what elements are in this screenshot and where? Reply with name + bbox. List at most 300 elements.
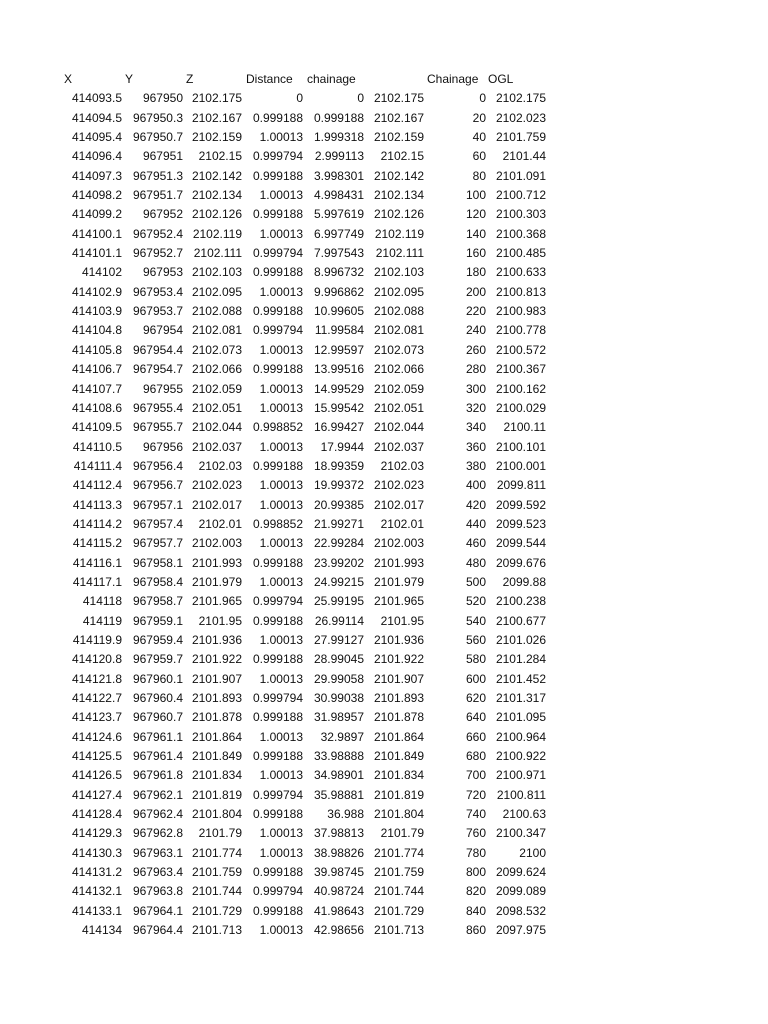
cell-chainage-2[interactable]: 160 bbox=[465, 246, 486, 261]
cell-ogl[interactable]: 2100.162 bbox=[495, 381, 546, 396]
cell-chainage-2[interactable]: 100 bbox=[465, 188, 486, 203]
cell-level[interactable]: 2102.003 bbox=[373, 536, 424, 551]
cell-z[interactable]: 2102.134 bbox=[191, 188, 242, 203]
cell-chainage[interactable]: 22.99284 bbox=[313, 536, 364, 551]
cell-level[interactable]: 2101.759 bbox=[373, 865, 424, 880]
cell-ogl[interactable]: 2101.026 bbox=[495, 632, 546, 647]
cell-x[interactable]: 414102 bbox=[81, 265, 122, 280]
cell-x[interactable]: 414101.1 bbox=[71, 246, 122, 261]
cell-y[interactable]: 967962.1 bbox=[132, 787, 183, 802]
cell-ogl[interactable]: 2100.778 bbox=[495, 323, 546, 338]
cell-chainage[interactable]: 33.98888 bbox=[313, 749, 364, 764]
cell-y[interactable]: 967953 bbox=[142, 265, 183, 280]
cell-distance[interactable]: 0.999794 bbox=[252, 691, 303, 705]
cell-y[interactable]: 967952.7 bbox=[132, 246, 183, 261]
cell-chainage-2[interactable]: 220 bbox=[465, 304, 486, 319]
cell-chainage-2[interactable]: 680 bbox=[465, 749, 486, 764]
cell-x[interactable]: 414094.5 bbox=[71, 110, 122, 125]
cell-level[interactable]: 2102.03 bbox=[380, 458, 424, 473]
cell-chainage[interactable]: 38.98826 bbox=[313, 845, 364, 860]
cell-chainage-2[interactable]: 180 bbox=[465, 265, 486, 280]
cell-ogl[interactable]: 2100.001 bbox=[495, 458, 546, 473]
cell-x[interactable]: 414133.1 bbox=[71, 903, 122, 918]
cell-chainage[interactable]: 20.99385 bbox=[313, 497, 364, 512]
cell-x[interactable]: 414093.5 bbox=[71, 91, 122, 106]
cell-y[interactable]: 967962.4 bbox=[132, 807, 183, 822]
cell-y[interactable]: 967951.7 bbox=[132, 188, 183, 203]
cell-z[interactable]: 2102.088 bbox=[191, 304, 242, 319]
cell-ogl[interactable]: 2098.532 bbox=[495, 903, 546, 918]
cell-chainage-2[interactable]: 420 bbox=[465, 497, 486, 512]
cell-ogl[interactable]: 2100.813 bbox=[495, 284, 546, 299]
cell-level[interactable]: 2102.159 bbox=[373, 130, 424, 145]
cell-level[interactable]: 2102.175 bbox=[373, 91, 424, 106]
cell-chainage[interactable]: 3.998301 bbox=[313, 168, 364, 183]
cell-x[interactable]: 414118 bbox=[82, 594, 122, 609]
cell-level[interactable]: 2102.088 bbox=[373, 304, 424, 319]
cell-ogl[interactable]: 2099.88 bbox=[502, 574, 546, 589]
cell-level[interactable]: 2101.965 bbox=[373, 594, 424, 609]
cell-chainage[interactable]: 39.98745 bbox=[313, 865, 364, 880]
cell-distance[interactable]: 1.00013 bbox=[259, 342, 303, 357]
cell-level[interactable]: 2101.95 bbox=[380, 613, 424, 628]
cell-chainage[interactable]: 14.99529 bbox=[313, 381, 364, 396]
cell-y[interactable]: 967954 bbox=[142, 323, 183, 338]
cell-chainage[interactable]: 27.99127 bbox=[313, 632, 364, 647]
cell-ogl[interactable]: 2099.523 bbox=[495, 516, 546, 531]
cell-chainage-2[interactable]: 60 bbox=[472, 149, 486, 164]
cell-y[interactable]: 967955.4 bbox=[132, 400, 183, 415]
cell-y[interactable]: 967950.3 bbox=[132, 110, 183, 125]
cell-chainage-2[interactable]: 560 bbox=[465, 632, 486, 647]
cell-chainage[interactable]: 17.9944 bbox=[320, 439, 364, 454]
cell-x[interactable]: 414130.3 bbox=[71, 845, 122, 860]
cell-chainage[interactable]: 15.99542 bbox=[313, 400, 364, 415]
cell-level[interactable]: 2101.979 bbox=[373, 574, 424, 589]
cell-y[interactable]: 967953.7 bbox=[132, 304, 183, 319]
cell-z[interactable]: 2102.081 bbox=[191, 323, 242, 338]
cell-y[interactable]: 967953.4 bbox=[132, 284, 183, 299]
cell-level[interactable]: 2101.893 bbox=[373, 691, 424, 705]
cell-chainage[interactable]: 30.99038 bbox=[313, 691, 364, 705]
cell-level[interactable]: 2102.017 bbox=[373, 497, 424, 512]
cell-x[interactable]: 414099.2 bbox=[71, 207, 122, 222]
cell-ogl[interactable]: 2100.971 bbox=[495, 768, 546, 783]
cell-z[interactable]: 2102.044 bbox=[191, 420, 242, 435]
cell-distance[interactable]: 1.00013 bbox=[259, 381, 303, 396]
cell-chainage-2[interactable]: 320 bbox=[465, 400, 486, 415]
cell-ogl[interactable]: 2100.572 bbox=[495, 342, 546, 357]
cell-distance[interactable]: 0.999794 bbox=[252, 594, 303, 609]
cell-chainage[interactable]: 4.998431 bbox=[313, 188, 364, 203]
cell-chainage[interactable]: 9.996862 bbox=[313, 284, 364, 299]
cell-distance[interactable]: 0.999188 bbox=[252, 613, 303, 628]
cell-x[interactable]: 414106.7 bbox=[71, 362, 122, 377]
cell-distance[interactable]: 1.00013 bbox=[259, 826, 303, 841]
cell-chainage-2[interactable]: 360 bbox=[465, 439, 486, 454]
cell-x[interactable]: 414124.6 bbox=[71, 729, 122, 744]
cell-x[interactable]: 414129.3 bbox=[71, 826, 122, 841]
cell-x[interactable]: 414109.5 bbox=[71, 420, 122, 435]
cell-z[interactable]: 2102.175 bbox=[191, 91, 242, 106]
cell-ogl[interactable]: 2100.964 bbox=[495, 729, 546, 744]
cell-ogl[interactable]: 2102.175 bbox=[495, 91, 546, 106]
cell-chainage-2[interactable]: 540 bbox=[465, 613, 486, 628]
cell-z[interactable]: 2101.936 bbox=[191, 632, 242, 647]
cell-chainage-2[interactable]: 140 bbox=[465, 226, 486, 241]
cell-chainage[interactable]: 0 bbox=[357, 91, 364, 106]
cell-distance[interactable]: 0.999188 bbox=[252, 304, 303, 319]
cell-z[interactable]: 2101.729 bbox=[191, 903, 242, 918]
cell-chainage-2[interactable]: 20 bbox=[472, 110, 486, 125]
cell-x[interactable]: 414095.4 bbox=[71, 130, 122, 145]
cell-z[interactable]: 2101.95 bbox=[198, 613, 242, 628]
cell-y[interactable]: 967956.4 bbox=[132, 458, 183, 473]
cell-x[interactable]: 414132.1 bbox=[71, 884, 122, 899]
cell-chainage-2[interactable]: 260 bbox=[465, 342, 486, 357]
cell-ogl[interactable]: 2100.485 bbox=[495, 246, 546, 261]
cell-chainage[interactable]: 32.9897 bbox=[320, 729, 364, 744]
cell-y[interactable]: 967959.4 bbox=[132, 632, 183, 647]
cell-z[interactable]: 2101.878 bbox=[191, 710, 242, 725]
cell-chainage-2[interactable]: 740 bbox=[465, 807, 486, 822]
cell-z[interactable]: 2102.159 bbox=[191, 130, 242, 145]
cell-chainage[interactable]: 5.997619 bbox=[313, 207, 364, 222]
cell-distance[interactable]: 0.999188 bbox=[252, 207, 303, 222]
cell-distance[interactable]: 1.00013 bbox=[259, 923, 303, 938]
cell-x[interactable]: 414116.1 bbox=[72, 555, 122, 570]
cell-chainage-2[interactable]: 580 bbox=[465, 652, 486, 667]
cell-z[interactable]: 2102.059 bbox=[191, 381, 242, 396]
cell-chainage-2[interactable]: 520 bbox=[465, 594, 486, 609]
cell-y[interactable]: 967960.4 bbox=[132, 691, 183, 705]
cell-distance[interactable]: 1.00013 bbox=[259, 497, 303, 512]
cell-distance[interactable]: 1.00013 bbox=[259, 632, 303, 647]
cell-chainage-2[interactable]: 300 bbox=[465, 381, 486, 396]
cell-chainage-2[interactable]: 80 bbox=[472, 168, 486, 183]
cell-z[interactable]: 2102.066 bbox=[191, 362, 242, 377]
header-z[interactable]: Z bbox=[186, 72, 194, 86]
cell-ogl[interactable]: 2100.303 bbox=[495, 207, 546, 222]
cell-distance[interactable]: 1.00013 bbox=[259, 574, 303, 589]
cell-chainage[interactable]: 34.98901 bbox=[313, 768, 364, 783]
cell-distance[interactable]: 0.999188 bbox=[252, 749, 303, 764]
cell-z[interactable]: 2101.774 bbox=[191, 845, 242, 860]
cell-z[interactable]: 2101.907 bbox=[191, 671, 242, 686]
cell-level[interactable]: 2101.79 bbox=[380, 826, 424, 841]
cell-ogl[interactable]: 2099.676 bbox=[495, 555, 546, 570]
cell-level[interactable]: 2102.095 bbox=[373, 284, 424, 299]
cell-chainage-2[interactable]: 860 bbox=[465, 923, 486, 938]
cell-chainage-2[interactable]: 640 bbox=[465, 710, 486, 725]
cell-level[interactable]: 2101.936 bbox=[373, 632, 424, 647]
cell-z[interactable]: 2102.126 bbox=[191, 207, 242, 222]
cell-ogl[interactable]: 2097.975 bbox=[495, 923, 546, 938]
cell-y[interactable]: 967954.7 bbox=[132, 362, 183, 377]
cell-distance[interactable]: 1.00013 bbox=[259, 671, 303, 686]
cell-x[interactable]: 414104.8 bbox=[71, 323, 122, 338]
cell-level[interactable]: 2101.729 bbox=[373, 903, 424, 918]
cell-distance[interactable]: 1.00013 bbox=[259, 536, 303, 551]
cell-distance[interactable]: 0.999188 bbox=[252, 710, 303, 725]
cell-chainage[interactable]: 40.98724 bbox=[313, 884, 364, 899]
cell-level[interactable]: 2102.073 bbox=[373, 342, 424, 357]
cell-z[interactable]: 2102.119 bbox=[192, 226, 242, 241]
cell-ogl[interactable]: 2100.238 bbox=[495, 594, 546, 609]
cell-distance[interactable]: 0.999188 bbox=[252, 555, 303, 570]
cell-z[interactable]: 2102.051 bbox=[191, 400, 242, 415]
cell-z[interactable]: 2101.834 bbox=[191, 768, 242, 783]
cell-ogl[interactable]: 2100.368 bbox=[495, 226, 546, 241]
cell-y[interactable]: 967951.3 bbox=[132, 168, 183, 183]
header-distance[interactable]: Distance bbox=[246, 72, 293, 86]
cell-level[interactable]: 2102.134 bbox=[373, 188, 424, 203]
cell-level[interactable]: 2102.142 bbox=[373, 168, 424, 183]
cell-distance[interactable]: 0.999188 bbox=[252, 458, 303, 473]
cell-distance[interactable]: 0.999188 bbox=[252, 265, 303, 280]
cell-chainage[interactable]: 2.999113 bbox=[314, 149, 364, 164]
cell-x[interactable]: 414119 bbox=[82, 613, 122, 628]
cell-level[interactable]: 2101.907 bbox=[373, 671, 424, 686]
cell-x[interactable]: 414131.2 bbox=[71, 865, 122, 880]
cell-z[interactable]: 2102.095 bbox=[191, 284, 242, 299]
cell-y[interactable]: 967951 bbox=[142, 149, 183, 164]
cell-chainage[interactable]: 0.999188 bbox=[313, 110, 364, 125]
cell-distance[interactable]: 0.999188 bbox=[252, 652, 303, 667]
cell-distance[interactable]: 1.00013 bbox=[259, 845, 303, 860]
cell-y[interactable]: 967961.4 bbox=[132, 749, 183, 764]
cell-chainage-2[interactable]: 340 bbox=[465, 420, 486, 435]
cell-chainage[interactable]: 10.99605 bbox=[313, 304, 364, 319]
cell-x[interactable]: 414100.1 bbox=[71, 226, 122, 241]
cell-level[interactable]: 2102.119 bbox=[374, 226, 424, 241]
cell-x[interactable]: 414126.5 bbox=[71, 768, 122, 783]
cell-chainage-2[interactable]: 800 bbox=[465, 865, 486, 880]
cell-x[interactable]: 414114.2 bbox=[72, 516, 122, 531]
cell-chainage-2[interactable]: 760 bbox=[465, 826, 486, 841]
cell-ogl[interactable]: 2100.11 bbox=[503, 420, 546, 435]
cell-z[interactable]: 2102.037 bbox=[191, 439, 242, 454]
cell-chainage-2[interactable]: 480 bbox=[465, 555, 486, 570]
cell-distance[interactable]: 1.00013 bbox=[259, 226, 303, 241]
cell-y[interactable]: 967958.1 bbox=[132, 555, 183, 570]
cell-ogl[interactable]: 2100.029 bbox=[495, 400, 546, 415]
cell-chainage[interactable]: 25.99195 bbox=[313, 594, 364, 609]
cell-chainage[interactable]: 7.997543 bbox=[313, 246, 364, 261]
cell-ogl[interactable]: 2100.811 bbox=[496, 787, 546, 802]
cell-ogl[interactable]: 2099.592 bbox=[495, 497, 546, 512]
cell-level[interactable]: 2101.713 bbox=[373, 923, 424, 938]
cell-z[interactable]: 2102.111 bbox=[193, 246, 242, 261]
cell-y[interactable]: 967954.4 bbox=[132, 342, 183, 357]
header-chainage[interactable]: chainage bbox=[307, 72, 356, 86]
cell-ogl[interactable]: 2100.677 bbox=[495, 613, 546, 628]
cell-z[interactable]: 2102.167 bbox=[191, 110, 242, 125]
cell-y[interactable]: 967952 bbox=[142, 207, 183, 222]
cell-y[interactable]: 967962.8 bbox=[132, 826, 183, 841]
cell-z[interactable]: 2101.979 bbox=[191, 574, 242, 589]
cell-z[interactable]: 2101.922 bbox=[191, 652, 242, 667]
cell-level[interactable]: 2102.081 bbox=[373, 323, 424, 338]
cell-x[interactable]: 414107.7 bbox=[71, 381, 122, 396]
cell-x[interactable]: 414117.1 bbox=[72, 574, 122, 589]
cell-distance[interactable]: 0 bbox=[296, 91, 303, 106]
cell-z[interactable]: 2101.804 bbox=[191, 807, 242, 822]
cell-distance[interactable]: 0.999794 bbox=[252, 884, 303, 899]
cell-level[interactable]: 2101.774 bbox=[373, 845, 424, 860]
cell-ogl[interactable]: 2100.347 bbox=[495, 826, 546, 841]
cell-chainage-2[interactable]: 120 bbox=[465, 207, 486, 222]
cell-x[interactable]: 414134 bbox=[81, 923, 122, 938]
cell-x[interactable]: 414108.6 bbox=[71, 400, 122, 415]
cell-y[interactable]: 967955.7 bbox=[132, 420, 183, 435]
cell-level[interactable]: 2102.023 bbox=[373, 478, 424, 493]
cell-chainage-2[interactable]: 620 bbox=[465, 691, 486, 705]
cell-z[interactable]: 2102.103 bbox=[191, 265, 242, 280]
cell-x[interactable]: 414096.4 bbox=[71, 149, 122, 164]
cell-level[interactable]: 2101.993 bbox=[373, 555, 424, 570]
cell-y[interactable]: 967952.4 bbox=[132, 226, 183, 241]
cell-x[interactable]: 414123.7 bbox=[71, 710, 122, 725]
cell-x[interactable]: 414122.7 bbox=[71, 691, 122, 705]
cell-y[interactable]: 967950 bbox=[142, 91, 183, 106]
cell-level[interactable]: 2102.01 bbox=[380, 516, 424, 531]
cell-chainage-2[interactable]: 440 bbox=[465, 516, 486, 531]
cell-chainage-2[interactable]: 280 bbox=[465, 362, 486, 377]
cell-ogl[interactable]: 2101.44 bbox=[502, 149, 546, 164]
cell-distance[interactable]: 1.00013 bbox=[259, 188, 303, 203]
cell-x[interactable]: 414097.3 bbox=[71, 168, 122, 183]
cell-ogl[interactable]: 2100.63 bbox=[502, 807, 546, 822]
cell-chainage[interactable]: 24.99215 bbox=[313, 574, 364, 589]
cell-chainage[interactable]: 16.99427 bbox=[313, 420, 364, 435]
cell-z[interactable]: 2102.003 bbox=[191, 536, 242, 551]
cell-x[interactable]: 414111.4 bbox=[73, 458, 122, 473]
cell-y[interactable]: 967959.7 bbox=[132, 652, 183, 667]
cell-distance[interactable]: 1.00013 bbox=[259, 439, 303, 454]
cell-chainage[interactable]: 35.98881 bbox=[313, 787, 364, 802]
cell-distance[interactable]: 1.00013 bbox=[259, 478, 303, 493]
cell-distance[interactable]: 0.999794 bbox=[252, 323, 303, 338]
cell-chainage[interactable]: 21.99271 bbox=[313, 516, 364, 531]
cell-y[interactable]: 967963.8 bbox=[132, 884, 183, 899]
cell-y[interactable]: 967957.4 bbox=[132, 516, 183, 531]
cell-ogl[interactable]: 2101.091 bbox=[495, 168, 546, 183]
cell-z[interactable]: 2101.759 bbox=[191, 865, 242, 880]
cell-chainage[interactable]: 37.98813 bbox=[313, 826, 364, 841]
cell-chainage-2[interactable]: 820 bbox=[465, 884, 486, 899]
cell-distance[interactable]: 1.00013 bbox=[259, 400, 303, 415]
cell-x[interactable]: 414115.2 bbox=[72, 536, 122, 551]
cell-level[interactable]: 2101.878 bbox=[373, 710, 424, 725]
cell-ogl[interactable]: 2100.922 bbox=[495, 749, 546, 764]
cell-x[interactable]: 414110.5 bbox=[72, 439, 122, 454]
cell-z[interactable]: 2101.79 bbox=[198, 826, 242, 841]
cell-ogl[interactable]: 2101.284 bbox=[495, 652, 546, 667]
cell-distance[interactable]: 0.999188 bbox=[252, 110, 303, 125]
cell-chainage[interactable]: 1.999318 bbox=[313, 130, 364, 145]
cell-chainage-2[interactable]: 400 bbox=[465, 478, 486, 493]
cell-chainage[interactable]: 6.997749 bbox=[313, 226, 364, 241]
cell-level[interactable]: 2102.167 bbox=[373, 110, 424, 125]
cell-chainage[interactable]: 19.99372 bbox=[313, 478, 364, 493]
cell-z[interactable]: 2101.993 bbox=[191, 555, 242, 570]
cell-z[interactable]: 2102.142 bbox=[191, 168, 242, 183]
cell-distance[interactable]: 0.999188 bbox=[252, 865, 303, 880]
cell-level[interactable]: 2102.059 bbox=[373, 381, 424, 396]
cell-chainage-2[interactable]: 840 bbox=[465, 903, 486, 918]
cell-y[interactable]: 967959.1 bbox=[132, 613, 183, 628]
cell-chainage-2[interactable]: 600 bbox=[465, 671, 486, 686]
header-x[interactable]: X bbox=[64, 72, 73, 86]
cell-level[interactable]: 2101.819 bbox=[373, 787, 424, 802]
cell-level[interactable]: 2101.834 bbox=[373, 768, 424, 783]
cell-z[interactable]: 2102.073 bbox=[191, 342, 242, 357]
cell-ogl[interactable]: 2100.633 bbox=[495, 265, 546, 280]
cell-x[interactable]: 414128.4 bbox=[71, 807, 122, 822]
cell-chainage[interactable]: 18.99359 bbox=[313, 458, 364, 473]
header-ogl[interactable]: OGL bbox=[488, 72, 514, 86]
cell-chainage[interactable]: 31.98957 bbox=[313, 710, 364, 725]
cell-y[interactable]: 967957.7 bbox=[132, 536, 183, 551]
cell-z[interactable]: 2101.849 bbox=[191, 749, 242, 764]
cell-ogl[interactable]: 2101.759 bbox=[495, 130, 546, 145]
cell-z[interactable]: 2101.744 bbox=[191, 884, 242, 899]
cell-y[interactable]: 967958.7 bbox=[132, 594, 183, 609]
cell-distance[interactable]: 1.00013 bbox=[259, 130, 303, 145]
cell-y[interactable]: 967961.1 bbox=[132, 729, 183, 744]
cell-x[interactable]: 414113.3 bbox=[72, 497, 122, 512]
cell-y[interactable]: 967956.7 bbox=[132, 478, 183, 493]
cell-y[interactable]: 967961.8 bbox=[132, 768, 183, 783]
cell-chainage-2[interactable]: 500 bbox=[465, 574, 486, 589]
cell-y[interactable]: 967963.1 bbox=[132, 845, 183, 860]
cell-z[interactable]: 2102.01 bbox=[198, 516, 242, 531]
cell-x[interactable]: 414119.9 bbox=[72, 632, 122, 647]
cell-ogl[interactable]: 2099.544 bbox=[495, 536, 546, 551]
cell-distance[interactable]: 0.998852 bbox=[252, 516, 303, 531]
cell-ogl[interactable]: 2099.089 bbox=[495, 884, 546, 899]
cell-ogl[interactable]: 2101.317 bbox=[495, 691, 546, 705]
cell-chainage-2[interactable]: 460 bbox=[465, 536, 486, 551]
cell-distance[interactable]: 0.999188 bbox=[252, 168, 303, 183]
cell-z[interactable]: 2101.965 bbox=[191, 594, 242, 609]
cell-ogl[interactable]: 2099.624 bbox=[495, 865, 546, 880]
cell-ogl[interactable]: 2099.811 bbox=[496, 478, 546, 493]
cell-chainage[interactable]: 8.996732 bbox=[313, 265, 364, 280]
cell-z[interactable]: 2102.017 bbox=[191, 497, 242, 512]
cell-level[interactable]: 2102.037 bbox=[373, 439, 424, 454]
cell-ogl[interactable]: 2102.023 bbox=[495, 110, 546, 125]
cell-x[interactable]: 414112.4 bbox=[72, 478, 122, 493]
cell-x[interactable]: 414098.2 bbox=[71, 188, 122, 203]
cell-z[interactable]: 2101.713 bbox=[191, 923, 242, 938]
cell-chainage-2[interactable]: 720 bbox=[465, 787, 486, 802]
cell-distance[interactable]: 0.999188 bbox=[252, 903, 303, 918]
cell-y[interactable]: 967960.7 bbox=[132, 710, 183, 725]
cell-chainage[interactable]: 42.98656 bbox=[313, 923, 364, 938]
cell-x[interactable]: 414105.8 bbox=[71, 342, 122, 357]
cell-y[interactable]: 967964.1 bbox=[132, 903, 183, 918]
cell-chainage[interactable]: 23.99202 bbox=[313, 555, 364, 570]
cell-level[interactable]: 2101.864 bbox=[373, 729, 424, 744]
cell-chainage[interactable]: 26.99114 bbox=[314, 613, 364, 628]
cell-y[interactable]: 967956 bbox=[142, 439, 183, 454]
cell-level[interactable]: 2102.066 bbox=[373, 362, 424, 377]
cell-z[interactable]: 2102.03 bbox=[198, 458, 242, 473]
cell-level[interactable]: 2102.103 bbox=[373, 265, 424, 280]
cell-distance[interactable]: 0.999188 bbox=[252, 362, 303, 377]
